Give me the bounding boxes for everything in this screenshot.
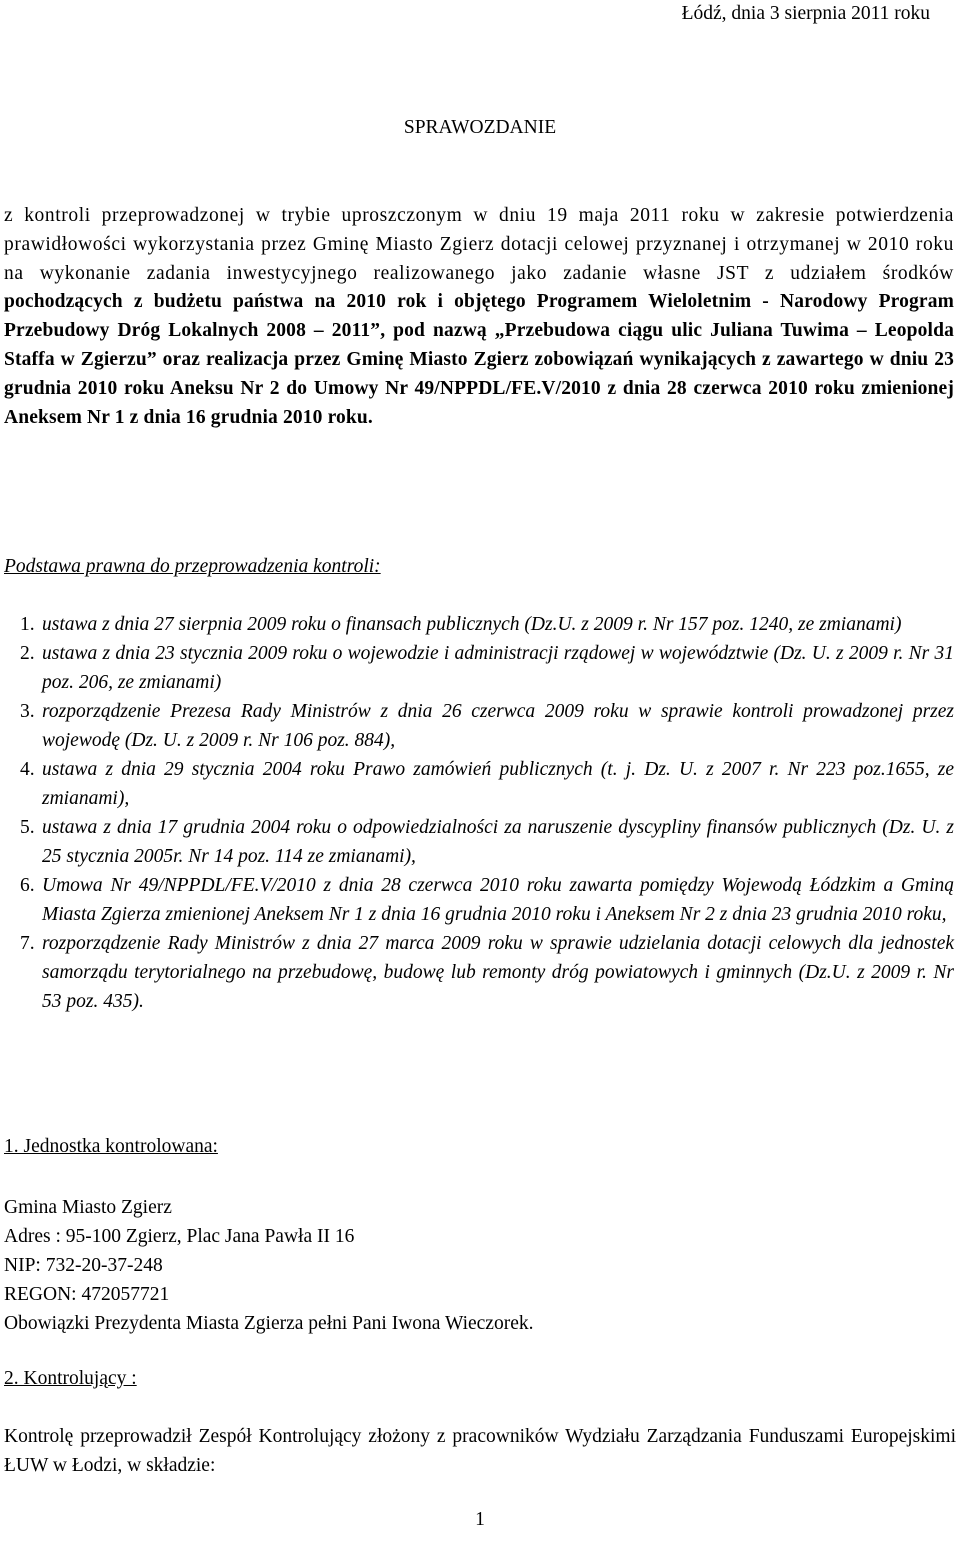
legal-basis-list bbox=[4, 610, 954, 1016]
legal-basis-item-number: 5. bbox=[20, 817, 35, 838]
legal-basis-item-number: 6. bbox=[20, 875, 35, 896]
unit-name: Gmina Miasto Zgierz bbox=[4, 1197, 172, 1218]
legal-basis-item bbox=[4, 929, 954, 1016]
legal-basis-item-number: 7. bbox=[20, 933, 35, 954]
document-date: Łódź, dnia 3 sierpnia 2011 roku bbox=[681, 3, 930, 24]
inspectors-paragraph: Kontrolę przeprowadził Zespół Kontrolujący złożony z pracowników Wydziału Zarządzania Funduszami Europejskimi ŁUW w Łodzi, w składzie: bbox=[4, 1426, 956, 1476]
unit-address: Adres : 95-100 Zgierz, Plac Jana Pawła II 16 bbox=[4, 1226, 355, 1247]
report-subject-part-bold: pochodzących z budżetu państwa na 2010 rok i objętego Programem Wieloletnim - Narodowy Program Przebudowy Dróg Lokalnych 2008 – 2011”, pod nazwą „Przebudowa ciągu ulic Juliana Tuwima – Leopolda Staffa w Zgierzu” oraz realizacja przez Gminę Miasto Zgierz zobowiązań wynikających z zawartego w dniu 23 grudnia 2010 roku Aneksu Nr 2 do Umowy Nr 49/NPPDL/FE.V/2010 z dnia 28 czerwca 2010 roku zmienionej Aneksem Nr 1 z dnia 16 grudnia 2010 roku. bbox=[4, 291, 954, 428]
legal-basis-item bbox=[4, 697, 954, 755]
legal-basis-item-text: rozporządzenie Rady Ministrów z dnia 27 marca 2009 roku w sprawie udzielania dotacji celowych dla jednostek samorządu terytorialnego na przebudowę, budowę lub remonty dróg powiatowych i gminnych (Dz.U. z 2009 r. Nr 53 poz. 435). bbox=[42, 933, 954, 1012]
report-subject-paragraph bbox=[4, 202, 954, 432]
legal-basis-item-text: ustawa z dnia 23 stycznia 2009 roku o wojewodzie i administracji rządowej w województwie (Dz. U. z 2009 r. Nr 31 poz. 206, ze zmianami) bbox=[42, 643, 954, 693]
controlled-unit-heading: 1. Jednostka kontrolowana: bbox=[4, 1136, 218, 1157]
legal-basis-item-text: Umowa Nr 49/NPPDL/FE.V/2010 z dnia 28 czerwca 2010 roku zawarta pomiędzy Wojewodą Łódzkim a Gminą Miasta Zgierza zmienionej Aneksem Nr 1 z dnia 16 grudnia 2010 roku i Aneksem Nr 2 z dnia 23 grudnia 2010 roku, bbox=[42, 875, 954, 925]
legal-basis-heading: Podstawa prawna do przeprowadzenia kontroli: bbox=[4, 556, 381, 577]
document-title: SPRAWOZDANIE bbox=[403, 117, 557, 138]
unit-regon: REGON: 472057721 bbox=[4, 1284, 170, 1305]
legal-basis-item bbox=[4, 610, 954, 639]
report-subject-part-regular: z kontroli przeprowadzonej w trybie uproszczonym w dniu 19 maja 2011 roku w zakresie potwierdzenia prawidłowości wykorzystania przez Gminę Miasto Zgierz dotacji celowej przyznanej i otrzymanej w 2010 roku na wykonanie zadania inwestycyjnego realizowanego jako zadanie własne JST z udziałem środków bbox=[4, 205, 954, 284]
controlled-unit-details bbox=[4, 1193, 534, 1338]
legal-basis-item-text: rozporządzenie Prezesa Rady Ministrów z dnia 26 czerwca 2009 roku w sprawie kontroli prowadzonej przez wojewodę (Dz. U. z 2009 r. Nr 106 poz. 884), bbox=[42, 701, 954, 751]
page-number: 1 bbox=[475, 1509, 485, 1530]
legal-basis-item-number: 2. bbox=[20, 643, 35, 664]
unit-duties: Obowiązki Prezydenta Miasta Zgierza pełni Pani Iwona Wieczorek. bbox=[4, 1313, 534, 1334]
legal-basis-item-number: 3. bbox=[20, 701, 35, 722]
inspectors-heading: 2. Kontrolujący : bbox=[4, 1368, 137, 1389]
legal-basis-item-text: ustawa z dnia 17 grudnia 2004 roku o odpowiedzialności za naruszenie dyscypliny finansów publicznych (Dz. U. z 25 stycznia 2005r. Nr 14 poz. 114 ze zmianami), bbox=[42, 817, 954, 867]
legal-basis-item-text: ustawa z dnia 29 stycznia 2004 roku Prawo zamówień publicznych (t. j. Dz. U. z 2007 r. Nr 223 poz.1655, ze zmianami), bbox=[42, 759, 954, 809]
unit-nip: NIP: 732-20-37-248 bbox=[4, 1255, 163, 1276]
legal-basis-item bbox=[4, 813, 954, 871]
legal-basis-item bbox=[4, 755, 954, 813]
legal-basis-item bbox=[4, 639, 954, 697]
legal-basis-item bbox=[4, 871, 954, 929]
legal-basis-item-text: ustawa z dnia 27 sierpnia 2009 roku o finansach publicznych (Dz.U. z 2009 r. Nr 157 poz. 1240, ze zmianami) bbox=[42, 614, 902, 635]
legal-basis-item-number: 1. bbox=[20, 614, 35, 635]
legal-basis-item-number: 4. bbox=[20, 759, 35, 780]
